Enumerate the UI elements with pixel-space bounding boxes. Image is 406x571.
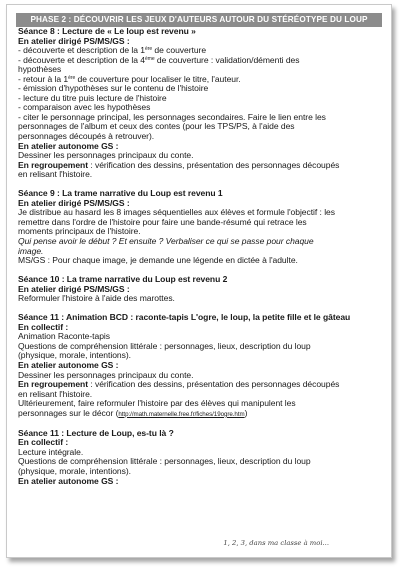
session-9-line: MS/GS : Pour chaque image, je demande une légende en dictée à l'adulte.	[18, 255, 298, 266]
session-9-line: moments principaux de l'histoire.	[18, 226, 141, 237]
session-9-title: Séance 9 : La trame narrative du Loup est revenu 1	[18, 188, 223, 199]
session-11-reading-title: Séance 11 : Lecture de Loup, es-tu là ?	[18, 427, 174, 438]
session-9-line: Qui pense avoir le début ? Et ensuite ? Verbaliser ce qui se passe pour chaque	[18, 235, 314, 246]
ogre-fiche-link[interactable]: http://math.maternelle.free.fr/fiches/19ogre.htm	[118, 410, 245, 418]
session-8-line: - comparaison avec les hypothèses	[18, 102, 151, 113]
phase-banner: PHASE 2 : DÉCOUVRIR LES JEUX D'AUTEURS AUTOUR DU STÉRÉOTYPE DU LOUP	[16, 13, 382, 27]
session-8-line: En regroupement : vérification des dessins, présentation des personnages découpés	[18, 159, 340, 170]
session-9-heading-guided: En atelier dirigé PS/MS/GS :	[18, 197, 130, 208]
session-11-reading-line: Lecture intégrale.	[18, 446, 84, 457]
session-9-line: Je distribue au hasard les 8 images séquentielles aux élèves et formule l'objectif : les	[18, 207, 335, 218]
session-8-heading-guided: En atelier dirigé PS/MS/GS :	[18, 35, 130, 46]
session-8-title: Séance 8 : Lecture de « Le loup est revenu »	[18, 26, 196, 36]
session-11-bcd-line: Dessiner les personnages principaux du conte.	[18, 369, 194, 380]
session-8-line: hypothèses	[18, 64, 62, 75]
page-content	[7, 27, 391, 486]
session-11-bcd-line: (physique, morale, intentions).	[18, 350, 131, 361]
session-11-reading-heading-autonomous: En atelier autonome GS :	[18, 475, 119, 486]
session-8-line: - retour à la 1ère de couverture pour localiser le titre, l'auteur.	[18, 73, 241, 84]
session-11-bcd-line: personnages sur le décor (http://math.maternelle.free.fr/fiches/19ogre.htm)	[18, 407, 248, 418]
session-11-bcd-heading-autonomous: En atelier autonome GS :	[18, 360, 119, 370]
session-11-bcd-heading-collective: En collectif :	[18, 321, 69, 332]
session-11-bcd-line: Animation Raconte-tapis	[18, 331, 110, 342]
session-10-title: Séance 10 : La trame narrative du Loup est revenu 2	[18, 274, 228, 285]
session-11-bcd-title: Séance 11 : Animation BCD : raconte-tapis L'ogre, le loup, la petite fille et le gâteau	[18, 312, 351, 323]
session-8-line: - découverte et description de la 4ème de couverture : validation/démenti des	[18, 54, 300, 65]
session-8-line: personnages de l'album et ceux des contes (pour les TPS/PS, à l'aide des	[18, 121, 295, 132]
session-8-line: - émission d'hypothèses sur le contenu de l'histoire	[18, 83, 209, 94]
session-11-bcd-line: En regroupement : vérification des dessins, présentation des personnages découpés	[18, 379, 340, 390]
session-8-line: personnages découpés à retrouver).	[18, 131, 155, 142]
session-8-line: - citer le personnage principal, les personnages secondaires. Faire le lien entre les	[18, 111, 326, 122]
session-8-line: Dessiner les personnages principaux du conte.	[18, 150, 194, 161]
session-8-line: - découverte et description de la 1ère de couverture	[18, 45, 207, 56]
session-10-heading-guided: En atelier dirigé PS/MS/GS :	[18, 283, 130, 294]
document-page	[6, 4, 392, 558]
session-11-reading-line: (physique, morale, intentions).	[18, 465, 131, 476]
footer-signature: 1, 2, 3, dans ma classe à moi...	[223, 539, 329, 547]
session-10-line: Reformuler l'histoire à l'aide des marottes.	[18, 293, 175, 304]
session-11-reading-heading-collective: En collectif :	[18, 437, 69, 448]
session-11-bcd-line: Questions de compréhension littérale : personnages, lieux, description du loup	[18, 340, 311, 351]
session-8-line: en relisant l'histoire.	[18, 169, 93, 180]
session-11-reading-line: Questions de compréhension littérale : personnages, lieux, description du loup	[18, 456, 311, 467]
session-11-bcd-line: en relisant l'histoire.	[18, 388, 93, 399]
session-9-line: remettre dans l'ordre de l'histoire pour faire une bande-résumé qui retrace les	[18, 216, 307, 227]
session-9-line: image.	[18, 245, 44, 256]
session-8-line: - lecture du titre puis lecture de l'histoire	[18, 92, 167, 103]
session-11-bcd-line: Ultérieurement, faire reformuler l'histoire par des élèves qui manipulent les	[18, 398, 296, 409]
session-8-heading-autonomous: En atelier autonome GS :	[18, 140, 119, 151]
